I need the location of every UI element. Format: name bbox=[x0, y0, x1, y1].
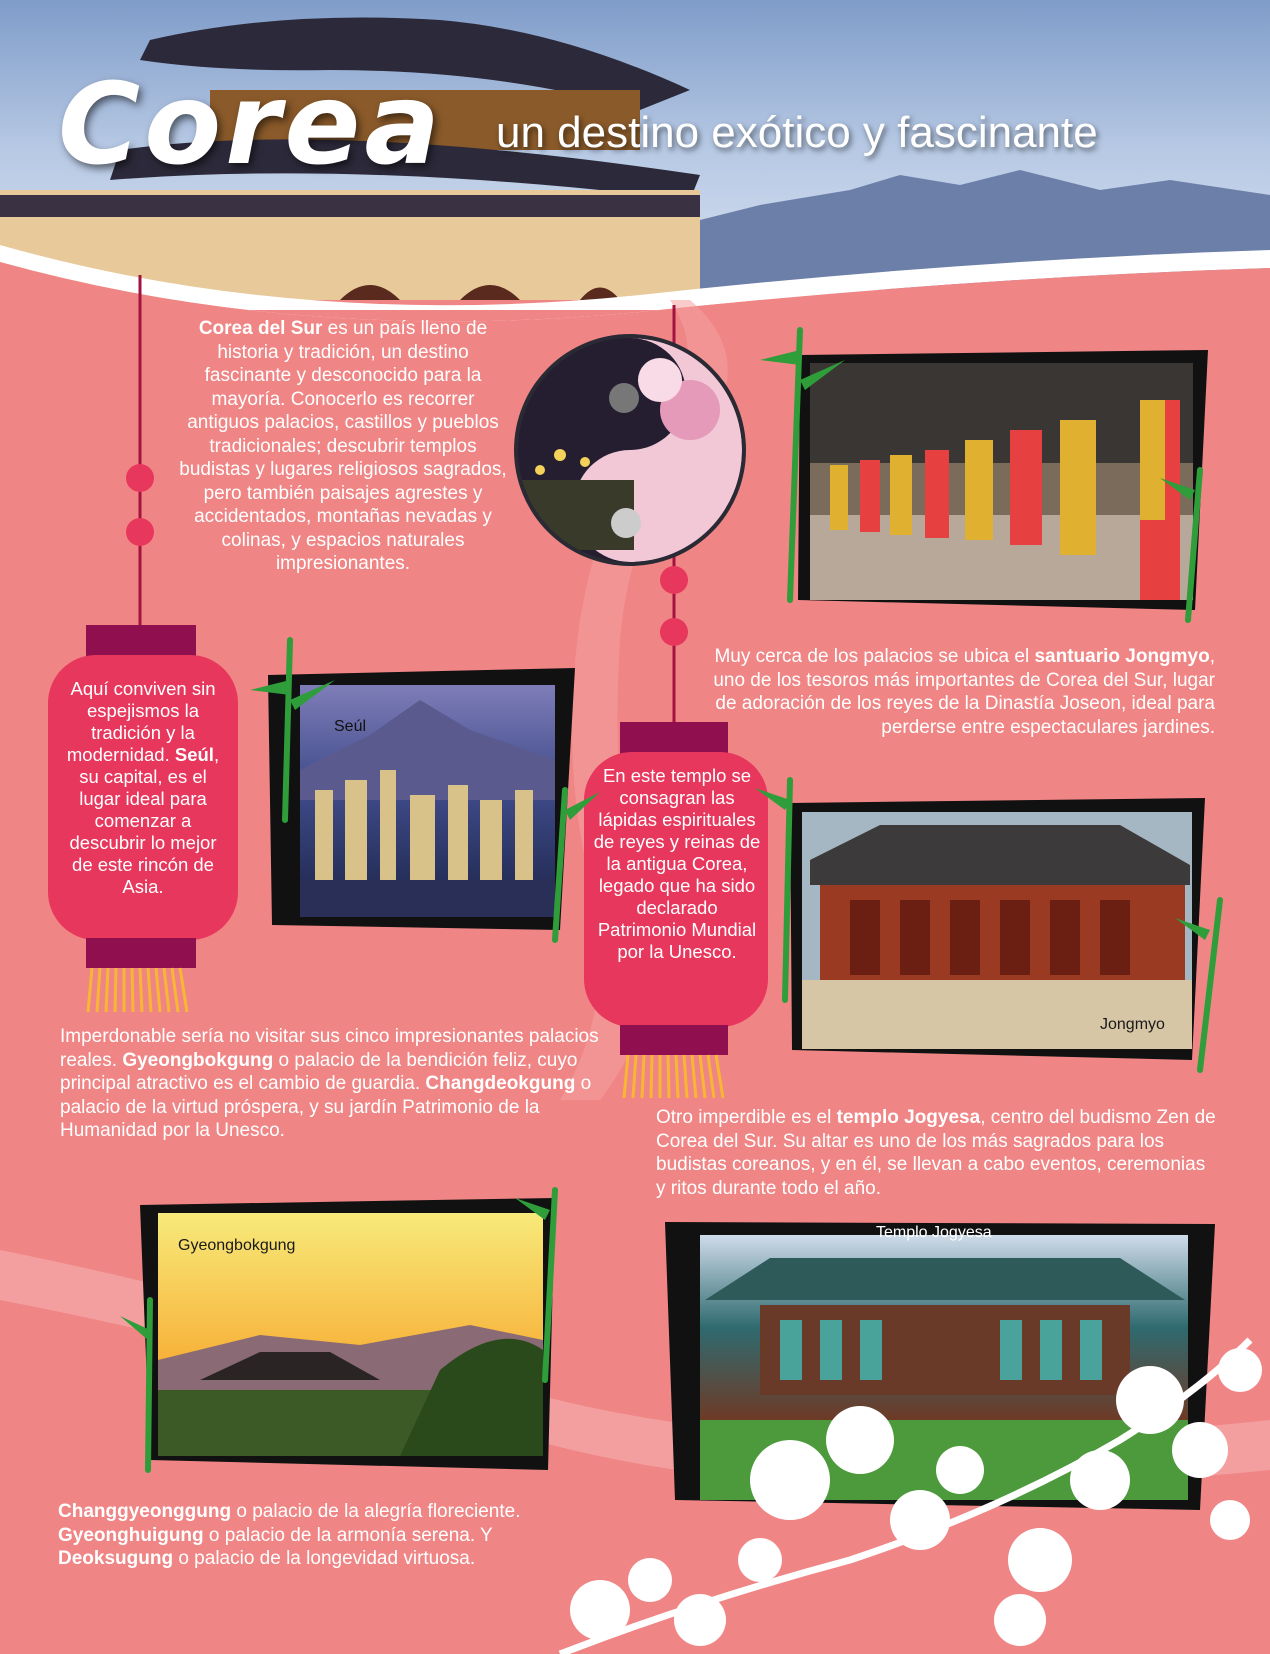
jogyesa-text-1: Otro imperdible es el bbox=[656, 1107, 837, 1128]
jongmyo-paragraph bbox=[690, 645, 1215, 739]
jongmyo-text-2: , uno de los tesoros más importantes de Corea del Sur, lugar de adoración de los reyes de la Dinastía Joseon, ideal para perderse entre espectaculares jardines. bbox=[713, 646, 1215, 738]
final-bold-1: Changgyeonggung bbox=[58, 1501, 232, 1522]
jogyesa-caption: Templo Jogyesa bbox=[876, 1224, 992, 1241]
intro-text: es un país lleno de historia y tradición, un destino fascinante y desconocido para la mayoría. Conocerlo es recorrer antiguos palacios, castillos y pueblos tradicionales; descubrir templos budistas y lugares religiosos sagrados, pero también paisajes agrestes y accidentados, montañas nevadas y colinas, y espacios naturales impresionantes. bbox=[179, 318, 507, 574]
palaces-paragraph bbox=[60, 1025, 620, 1143]
jongmyo-text-1: Muy cerca de los palacios se ubica el bbox=[714, 646, 1035, 667]
final-paragraph bbox=[58, 1500, 658, 1571]
palaces-text-3: o palacio de la virtud próspera, y su jardín Patrimonio de la Humanidad por la Unesco. bbox=[60, 1073, 592, 1141]
final-text-1: o palacio de la alegría floreciente. bbox=[231, 1501, 521, 1522]
final-bold-3: Deoksugung bbox=[58, 1548, 174, 1569]
jongmyo-bold: santuario Jongmyo bbox=[1034, 646, 1210, 667]
lantern-left-bold: Seúl bbox=[174, 744, 214, 765]
lantern-center-text bbox=[592, 765, 762, 963]
jogyesa-paragraph bbox=[656, 1106, 1216, 1200]
final-text-3: o palacio de la longevidad virtuosa. bbox=[173, 1548, 476, 1569]
intro-paragraph bbox=[178, 317, 508, 576]
final-line-2 bbox=[58, 1524, 658, 1548]
jogyesa-text-2: , centro del budismo Zen de Corea del Sur. Su altar es uno de los más sagrados para los budistas coreanos, y en él, se llevan a cabo eventos, ceremonias y ritos durante todo el año. bbox=[656, 1107, 1216, 1199]
jongmyo-caption: Jongmyo bbox=[1100, 1016, 1165, 1033]
final-line-3 bbox=[58, 1547, 658, 1571]
final-line-1 bbox=[58, 1500, 658, 1524]
lantern-center-body: En este templo se consagran las lápidas espirituales de reyes y reinas de la antigua Corea, legado que ha sido declarado Patrimonio Mundial por la Unesco. bbox=[593, 765, 761, 962]
palaces-text-1: Imperdonable sería no visitar sus cinco impresionantes palacios reales. bbox=[60, 1026, 599, 1071]
final-text-2: o palacio de la armonía serena. Y bbox=[203, 1524, 493, 1546]
lantern-left-text bbox=[58, 678, 228, 898]
page-subtitle: un destino exótico y fascinante bbox=[496, 108, 1098, 157]
final-bold-2: Gyeonghuigung bbox=[58, 1524, 204, 1546]
intro-bold: Corea del Sur bbox=[198, 318, 323, 339]
lantern-left-text-2: , su capital, es el lugar ideal para comenzar a descubrir lo mejor de este rincón de Asia. bbox=[69, 744, 220, 897]
gyeongbokgung-caption: Gyeongbokgung bbox=[178, 1237, 296, 1254]
seoul-caption: Seúl bbox=[334, 718, 367, 735]
page-title: Corea bbox=[58, 60, 444, 190]
palaces-bold-2: Changdeokgung bbox=[425, 1073, 576, 1094]
palaces-text-2: o palacio de la bendición feliz, cuyo principal atractivo es el cambio de guardia. bbox=[60, 1049, 578, 1094]
jogyesa-bold: templo Jogyesa bbox=[836, 1107, 981, 1128]
palaces-bold-1: Gyeongbokgung bbox=[122, 1049, 274, 1071]
lantern-left-text-1: Aquí conviven sin espejismos la tradición y la modernidad. bbox=[66, 678, 216, 765]
